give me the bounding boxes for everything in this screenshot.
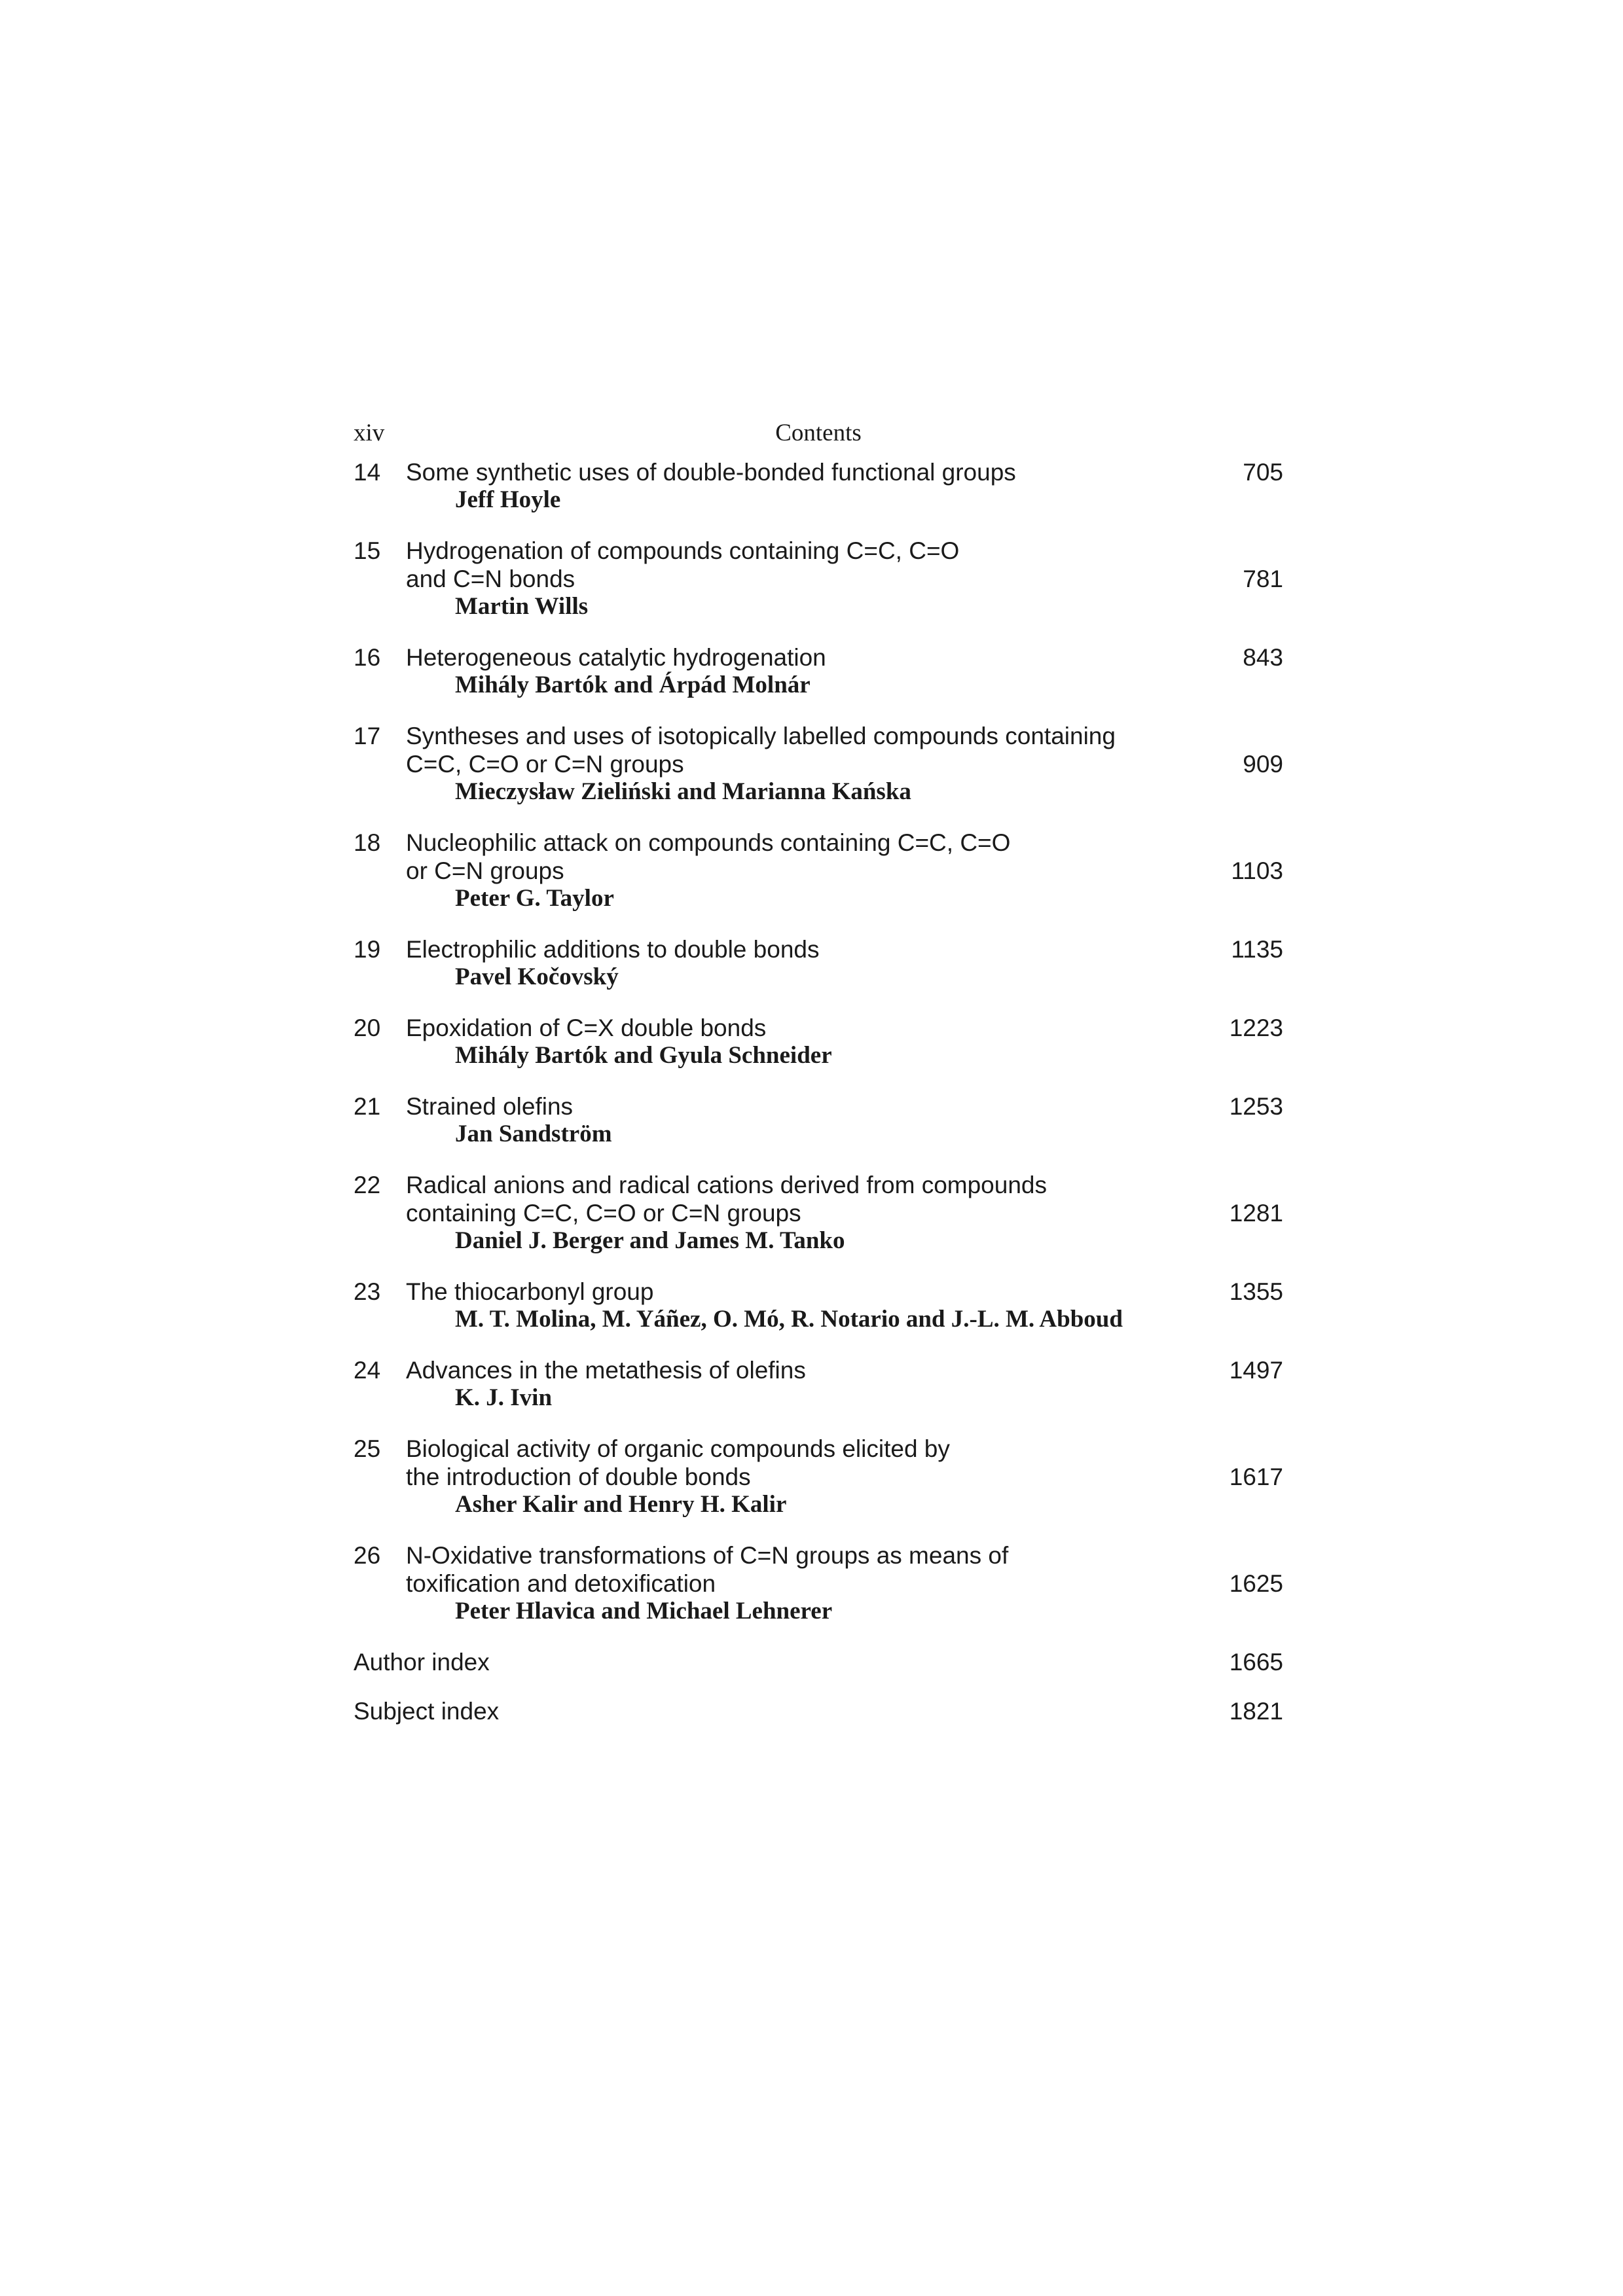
chapter-entry[interactable] bbox=[354, 537, 1283, 620]
chapter-entry[interactable] bbox=[354, 1541, 1283, 1624]
chapter-entry[interactable] bbox=[354, 829, 1283, 912]
chapter-list bbox=[354, 458, 1283, 1624]
chapter-number: 23 bbox=[354, 1278, 381, 1305]
chapter-authors: M. T. Molina, M. Yáñez, O. Mó, R. Notario and J.-L. M. Abboud bbox=[455, 1306, 1123, 1333]
chapter-title-line: Epoxidation of C=X double bonds bbox=[406, 1014, 767, 1041]
chapter-title-line: Strained olefins bbox=[406, 1093, 574, 1120]
chapter-title-line: toxification and detoxification bbox=[406, 1570, 716, 1597]
chapter-title bbox=[406, 458, 1159, 486]
chapter-entry[interactable] bbox=[354, 643, 1283, 698]
chapter-title-line: N-Oxidative transformations of C=N groups as means of bbox=[406, 1542, 1009, 1569]
chapter-authors: Mihály Bartók and Gyula Schneider bbox=[455, 1042, 832, 1069]
chapter-entry[interactable] bbox=[354, 1356, 1283, 1411]
chapter-title-line: Biological activity of organic compounds elicited by bbox=[406, 1435, 950, 1462]
chapter-title bbox=[406, 643, 1159, 672]
index-list bbox=[354, 1648, 1283, 1725]
chapter-title bbox=[406, 829, 1159, 885]
chapter-page-number: 781 bbox=[1243, 565, 1283, 592]
chapter-number: 18 bbox=[354, 829, 381, 856]
chapter-title-line: The thiocarbonyl group bbox=[406, 1278, 654, 1305]
chapter-title-line: Electrophilic additions to double bonds bbox=[406, 936, 820, 963]
chapter-page-number: 909 bbox=[1243, 751, 1283, 778]
chapter-title bbox=[406, 1092, 1159, 1121]
chapter-title bbox=[406, 1356, 1159, 1384]
chapter-number: 20 bbox=[354, 1014, 381, 1041]
chapter-number: 26 bbox=[354, 1542, 381, 1569]
chapter-number: 24 bbox=[354, 1357, 381, 1384]
index-entry[interactable] bbox=[354, 1697, 1283, 1725]
chapter-number: 15 bbox=[354, 537, 381, 564]
chapter-title bbox=[406, 1541, 1159, 1598]
chapter-number: 22 bbox=[354, 1172, 381, 1198]
page-number: xiv bbox=[354, 420, 385, 446]
chapter-number: 25 bbox=[354, 1435, 381, 1462]
chapter-title bbox=[406, 935, 1159, 963]
chapter-page-number: 1497 bbox=[1229, 1357, 1283, 1384]
chapter-entry[interactable] bbox=[354, 1435, 1283, 1518]
chapter-title bbox=[406, 722, 1159, 778]
chapter-authors: Peter Hlavica and Michael Lehnerer bbox=[455, 1598, 833, 1624]
chapter-entry[interactable] bbox=[354, 458, 1283, 513]
running-head bbox=[354, 419, 1283, 458]
chapter-title-line: and C=N bonds bbox=[406, 565, 575, 592]
chapter-page-number: 705 bbox=[1243, 459, 1283, 486]
chapter-authors: Peter G. Taylor bbox=[455, 885, 614, 912]
chapter-entry[interactable] bbox=[354, 1092, 1283, 1147]
chapter-title bbox=[406, 1278, 1159, 1306]
chapter-entry[interactable] bbox=[354, 722, 1283, 805]
chapter-title-line: Syntheses and uses of isotopically labelled compounds containing bbox=[406, 723, 1116, 749]
index-label: Subject index bbox=[354, 1698, 500, 1725]
chapter-entry[interactable] bbox=[354, 935, 1283, 990]
chapter-title bbox=[406, 1435, 1159, 1491]
index-page-number: 1821 bbox=[1229, 1698, 1283, 1725]
chapter-title bbox=[406, 1014, 1159, 1042]
chapter-entry[interactable] bbox=[354, 1278, 1283, 1333]
chapter-authors: K. J. Ivin bbox=[455, 1384, 553, 1411]
chapter-title-line: or C=N groups bbox=[406, 857, 564, 884]
chapter-number: 16 bbox=[354, 644, 381, 671]
index-label: Author index bbox=[354, 1649, 490, 1676]
chapter-title-line: Radical anions and radical cations derived from compounds bbox=[406, 1172, 1047, 1198]
chapter-title-line: Nucleophilic attack on compounds containing C=C, C=O bbox=[406, 829, 1011, 856]
chapter-authors: Daniel J. Berger and James M. Tanko bbox=[455, 1227, 845, 1254]
chapter-title bbox=[406, 537, 1159, 593]
chapter-authors: Mihály Bartók and Árpád Molnár bbox=[455, 672, 811, 698]
chapter-authors: Mieczysław Zieliński and Marianna Kańska bbox=[455, 778, 911, 805]
chapter-page-number: 1253 bbox=[1229, 1093, 1283, 1120]
chapter-title bbox=[406, 1171, 1159, 1227]
chapter-page-number: 1625 bbox=[1229, 1570, 1283, 1597]
chapter-title-line: the introduction of double bonds bbox=[406, 1463, 751, 1490]
chapter-page-number: 1135 bbox=[1231, 936, 1283, 963]
chapter-authors: Jeff Hoyle bbox=[455, 486, 561, 513]
page-title: Contents bbox=[775, 420, 862, 446]
chapter-authors: Martin Wills bbox=[455, 593, 589, 620]
chapter-title-line: C=C, C=O or C=N groups bbox=[406, 751, 684, 778]
index-page-number: 1665 bbox=[1229, 1649, 1283, 1676]
chapter-title-line: Hydrogenation of compounds containing C=C, C=O bbox=[406, 537, 960, 564]
chapter-title-line: Heterogeneous catalytic hydrogenation bbox=[406, 644, 826, 671]
contents-page bbox=[354, 419, 1283, 1746]
chapter-number: 19 bbox=[354, 936, 381, 963]
chapter-entry[interactable] bbox=[354, 1171, 1283, 1254]
chapter-page-number: 1355 bbox=[1229, 1278, 1283, 1305]
chapter-page-number: 1617 bbox=[1229, 1463, 1283, 1490]
chapter-number: 21 bbox=[354, 1093, 381, 1120]
chapter-page-number: 843 bbox=[1243, 644, 1283, 671]
chapter-page-number: 1223 bbox=[1229, 1014, 1283, 1041]
chapter-title-line: Advances in the metathesis of olefins bbox=[406, 1357, 806, 1384]
chapter-authors: Jan Sandström bbox=[455, 1121, 612, 1147]
chapter-number: 17 bbox=[354, 723, 381, 749]
chapter-authors: Pavel Kočovský bbox=[455, 963, 619, 990]
chapter-page-number: 1103 bbox=[1231, 857, 1283, 884]
chapter-page-number: 1281 bbox=[1229, 1200, 1283, 1227]
chapter-authors: Asher Kalir and Henry H. Kalir bbox=[455, 1491, 787, 1518]
chapter-title-line: Some synthetic uses of double-bonded functional groups bbox=[406, 459, 1016, 486]
index-entry[interactable] bbox=[354, 1648, 1283, 1676]
chapter-title-line: containing C=C, C=O or C=N groups bbox=[406, 1200, 801, 1227]
chapter-entry[interactable] bbox=[354, 1014, 1283, 1069]
chapter-number: 14 bbox=[354, 459, 381, 486]
